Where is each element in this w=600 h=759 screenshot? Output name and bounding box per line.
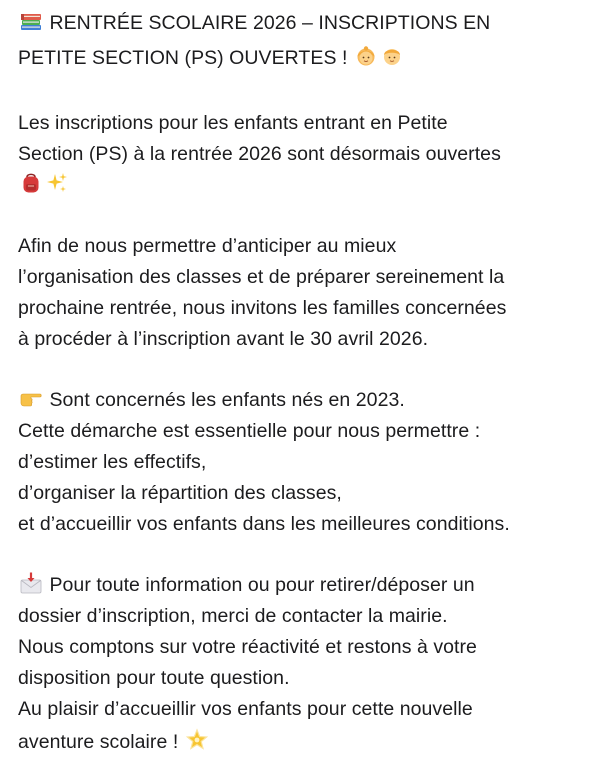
- contact-line-6: aventure scolaire !: [18, 725, 586, 759]
- intro-paragraph: [18, 108, 586, 201]
- anticipation-line-1: Afin de nous permettre d’anticiper au mieux: [18, 235, 397, 257]
- girl-icon: [354, 44, 378, 68]
- intro-line-3: [18, 170, 586, 201]
- concerned-paragraph: [18, 385, 586, 540]
- concerned-line-3: d’estimer les effectifs,: [18, 451, 207, 473]
- anticipation-line-3: prochaine rentrée, nous invitons les familles concernées: [18, 297, 507, 319]
- post-headline: [18, 6, 586, 76]
- anticipation-paragraph: [18, 231, 586, 355]
- intro-line-1: Les inscriptions pour les enfants entrant en Petite: [18, 112, 448, 134]
- boy-icon: [380, 44, 404, 68]
- contact-paragraph: [18, 570, 586, 759]
- concerned-line-1: Sont concernés les enfants nés en 2023.: [18, 385, 586, 416]
- anticipation-line-2: l’organisation des classes et de préparer sereinement la: [18, 266, 505, 288]
- contact-line-2: dossier d’inscription, merci de contacter la mairie.: [18, 605, 448, 627]
- contact-line-3: Nous comptons sur votre réactivité et restons à votre: [18, 636, 477, 658]
- intro-line-2: Section (PS) à la rentrée 2026 sont désormais ouvertes: [18, 143, 501, 165]
- envelope-with-arrow-icon: [19, 571, 43, 595]
- sparkles-icon: [45, 171, 69, 195]
- headline-line-2: PETITE SECTION (PS) OUVERTES !: [18, 41, 586, 76]
- books-icon: [19, 9, 43, 33]
- pointing-right-hand-icon: [19, 386, 43, 410]
- contact-line-4: disposition pour toute question.: [18, 667, 290, 689]
- glowing-star-icon: [185, 728, 209, 752]
- backpack-icon: [19, 171, 43, 195]
- concerned-line-5: et d’accueillir vos enfants dans les meilleures conditions.: [18, 513, 510, 535]
- concerned-line-4: d’organiser la répartition des classes,: [18, 482, 342, 504]
- headline-line-1: RENTRÉE SCOLAIRE 2026 – INSCRIPTIONS EN: [18, 6, 586, 41]
- contact-line-1: Pour toute information ou pour retirer/déposer un: [18, 570, 586, 601]
- contact-line-5: Au plaisir d’accueillir vos enfants pour cette nouvelle: [18, 698, 473, 720]
- anticipation-line-4: à procéder à l’inscription avant le 30 avril 2026.: [18, 328, 429, 350]
- concerned-line-2: Cette démarche est essentielle pour nous permettre :: [18, 420, 481, 442]
